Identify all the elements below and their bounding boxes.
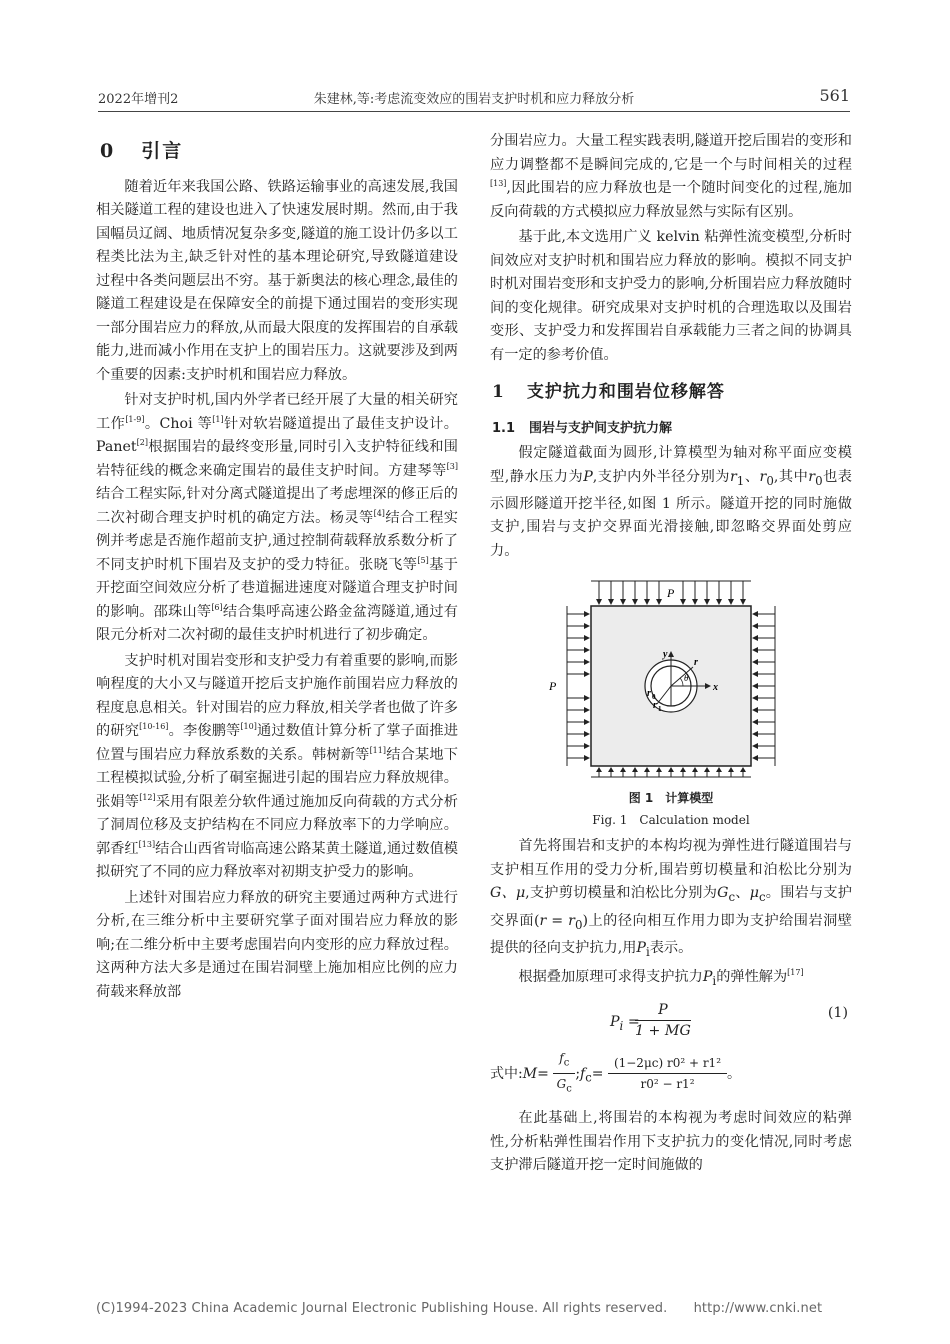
citation[interactable]: [4] (373, 508, 385, 518)
citation[interactable]: [1-9] (125, 414, 145, 424)
citation[interactable]: [10] (240, 722, 257, 731)
citation[interactable]: [11] (369, 745, 386, 755)
citation[interactable]: [17] (787, 968, 804, 978)
citation[interactable]: [1] (212, 414, 224, 424)
citation[interactable]: [3] (446, 461, 458, 471)
figure-1 (490, 573, 852, 829)
header-rule (98, 111, 850, 112)
label-r0: r (647, 688, 651, 700)
citation[interactable]: [13] (490, 179, 507, 188)
intro-paragraph-2: 针对支护时机,国内外学者已经开展了大量的相关研究工作[1-9]。Choi 等[1]针对软岩隧道提出了最佳支护设计。Panet[2]根据围岩的最终变形量,同时引入支护特征线和围岩特征线的概念来确定围岩的最佳支护时间。方建琴等[3]结合工程实际,针对分离式隧道提出了考虑埋深的修正后的二次衬砌合理支护时机的确定方法。杨灵等[4]结合工程实例并考虑是否施作超前支护,通过控制荷载释放系数分析了不同支护时机下围岩及支护的受力特征。张晓飞等[5]基于开挖面空间效应分析了巷道掘进速度对隧道合理支护时间的影响。邵珠山等[6]结合集呼高速公路金盆湾隧道,通过有限元分析对二次衬砌的最佳支护时机进行了初步确定。 (96, 392, 458, 643)
label-theta: θ (684, 673, 689, 684)
intro-paragraph-1: 随着近年来我国公路、铁路运输事业的高速发展,我国相关隧道工程的建设也进入了快速发展时期。然而,由于我国幅员辽阔、地质情况复杂多变,隧道的施工设计仍多以工程类比法为主,缺乏针对性的基本理论研究,导致隧道建设过程中各类问题层出不穷。基于新奥法的核心理念,最佳的隧道工程建设是在保障安全的前提下通过围岩的变形实现一部分围岩应力的释放,从而最大限度的发挥围岩的自承载能力,进而减小作用在支护上的围岩压力。这就要涉及到两个重要的因素:支护时机和围岩应力释放。 (96, 178, 458, 383)
calculation-model-diagram (541, 573, 801, 779)
viscoelastic-paragraph: 在此基础上,将围岩的本构视为考虑时间效应的粘弹性,分析粘弹性围岩作用下支护抗力的变化情况,同时考虑支护滞后隧道开挖一定时间施做的 (490, 1110, 852, 1174)
copyright-footer: (C)1994-2023 China Academic Journal Electronic Publishing House. All rights reserved. http://www.cnki.net (96, 1301, 823, 1316)
left-arrowheads (584, 611, 590, 761)
label-P-top: P (667, 586, 675, 601)
citation[interactable]: [12] (139, 792, 156, 802)
running-header (98, 86, 850, 110)
label-y: y (663, 649, 668, 661)
right-arrowheads (752, 611, 758, 761)
superposition-paragraph: 根据叠加原理可求得支护抗力$P_i$的弹性解为[17] (518, 968, 804, 989)
left-load-arrows (567, 606, 587, 766)
intro-paragraph-5: 基于此,本文选用广义 kelvin 粘弹性流变模型,分析时间效应对支护时机和围岩应力释放的影响。模拟不同支护时机对围岩变形和支护受力的影响,分析围岩应力释放随时间的变化规律。研究成果对支护时机的合理选取以及围岩变形、支护受力和发挥围岩自承载能力三者之间的协调具有一定的参考价值。 (490, 229, 852, 363)
equation-number: (1) (827, 1004, 848, 1021)
label-P-left: P (549, 679, 557, 694)
analysis-paragraph: 首先将围岩和支护的本构均视为弹性进行隧道围岩与支护相互作用的受力分析,围岩剪切模量和泊松比分别为G、μ,支护剪切模量和泊松比分别为$G_c$、$\mu_c$。围岩与支护交界面$(r = r_0)$上的径向相互作用力即为支护给围岩洞壁提供的径向支护抗力,用$P_i$表示。 (490, 838, 852, 959)
intro-paragraph-4-cont: 分围岩应力。大量工程实践表明,隧道开挖后围岩的变形和应力调整都不是瞬间完成的,它是一个与时间相关的过程[13],因此围岩的应力释放也是一个随时间变化的过程,施加反向荷载的方式模拟应力释放显然与实际有区别。 (490, 133, 852, 220)
section-1-heading: 1 支护抗力和围岩位移解答 (492, 382, 725, 402)
label-x: x (713, 682, 718, 694)
label-r1: r (653, 700, 657, 712)
equation-definitions: 式中:M= $\frac{f_c}{G_c}$ $;f_c=$ $\frac{\text{(1−2μc) r0² + r1²}}{\text{r0² − r1²}}$ 。 (490, 1048, 852, 1100)
running-title: 朱建林,等:考虑流变效应的围岩支护时机和应力释放分析 (313, 92, 635, 107)
figure-caption-cn: 图 1 计算模型 (628, 791, 714, 806)
intro-paragraph-4: 上述针对围岩应力释放的研究主要通过两种方式进行分析,在三维分析中主要研究掌子面对围岩应力释放的影响;在二维分析中主要考虑围岩向内变形的应力释放过程。这两种方法大多是通过在围岩洞壁上施加相应比例的应力荷载来释放部 (96, 889, 458, 1000)
page-number: 561 (819, 86, 850, 105)
bottom-arrowheads (596, 767, 746, 772)
section-0-heading: 0 引言 (100, 140, 184, 162)
citation[interactable]: [2] (136, 438, 148, 447)
citation[interactable]: [13] (138, 839, 156, 849)
equation-1: $P_i$ = $\frac{P}{1 + MG}$ (1) (610, 1001, 848, 1039)
intro-paragraph-3: 支护时机对围岩变形和支护受力有着重要的影响,而影响程度的大小又与隧道开挖后支护施作前围岩应力释放的程度息息相关。针对围岩的应力释放,相关学者也做了许多的研究[10-16]。李俊鹏等[10]通过数值计算分析了掌子面推进位置与围岩应力释放系数的关系。韩树新等[11]结合某地下工程模拟试验,分析了硐室掘进引起的围岩应力释放规律。张娟等[12]采用有限差分软件通过施加反向荷载的方式分析了洞周位移及支护结构在不同应力释放率下的力学响应。郭香红[13]结合山西省岢临高速公路某黄土隧道,通过数值模拟研究了不同的应力释放率对初期支护受力的影响。 (96, 652, 458, 880)
left-column (96, 130, 458, 1006)
citation[interactable]: [5] (417, 555, 429, 565)
journal-issue: 2022年增刊2 (98, 92, 179, 107)
right-column (490, 130, 852, 1180)
label-r: r (694, 657, 698, 669)
citation[interactable]: [10-16] (139, 722, 169, 731)
label-r1-sub: 1 (658, 705, 662, 714)
citation[interactable]: [6] (211, 602, 223, 612)
model-paragraph: 假定隧道截面为圆形,计算模型为轴对称平面应变模型,静水压力为P,支护内外半径分别为$r_1$、$r_0$,其中$r_0$也表示圆形隧道开挖半径,如图 1 所示。隧道开挖的同时施做支护,围岩与支护交界面光滑接触,即忽略交界面处剪应力。 (490, 445, 852, 559)
figure-caption-en: Fig. 1 Calculation model (592, 813, 750, 828)
equation-1-fraction: $\frac{P}{1 + MG}$ (635, 1001, 691, 1039)
section-1-1-heading: 1.1 围岩与支护间支护抗力解 (492, 420, 673, 436)
label-r0-sub: 0 (652, 693, 656, 702)
